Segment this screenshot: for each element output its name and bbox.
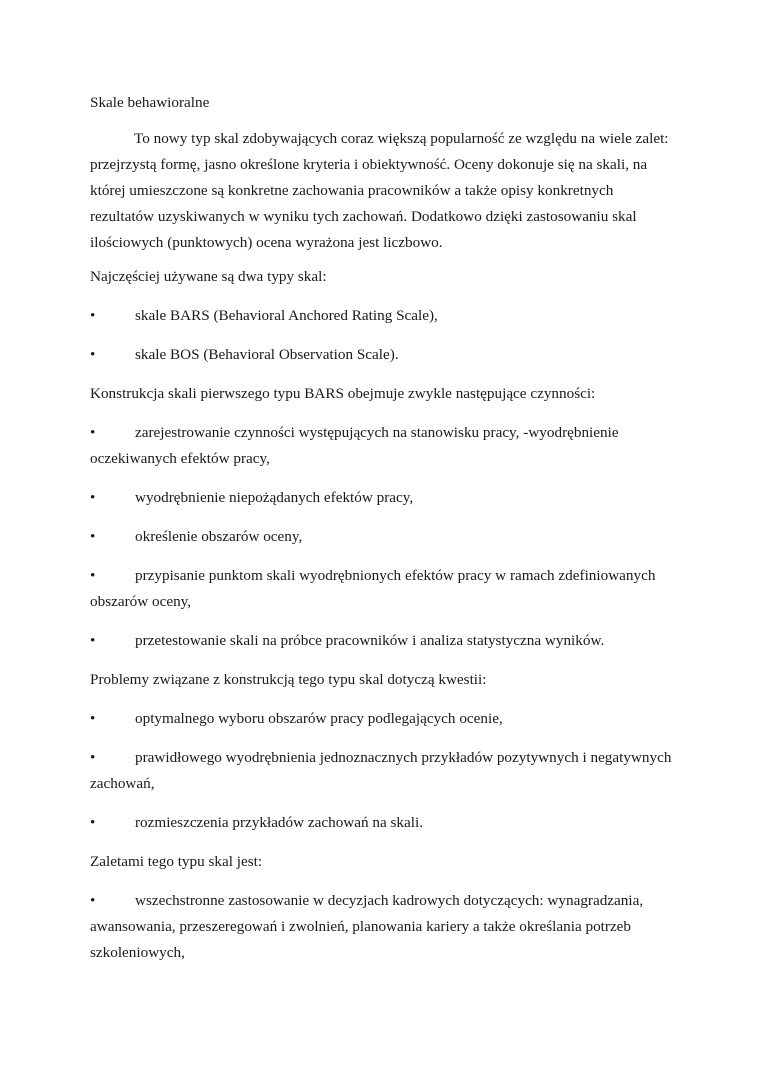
list-item-text: przetestowanie skali na próbce pracowników i analiza statystyczna wyników. (135, 632, 605, 649)
list-item-text: zarejestrowanie czynności występujących na stanowisku pracy, -wyodrębnienie oczekiwanych efektów pracy, (90, 424, 619, 467)
list-item (90, 745, 672, 797)
bullet-marker: • (90, 710, 96, 727)
list-item (90, 303, 672, 329)
list-item (90, 888, 672, 966)
list-item-text: przypisanie punktom skali wyodrębnionych efektów pracy w ramach zdefiniowanych obszarów oceny, (90, 567, 656, 610)
list-item (90, 706, 672, 732)
types-intro: Najczęściej używane są dwa typy skal: (90, 268, 327, 285)
list-item (90, 524, 672, 550)
list-item-text: wszechstronne zastosowanie w decyzjach kadrowych dotyczących: wynagradzania, awansowania, przeszeregowań i zwolnień, planowania kariery a także określania potrzeb szkoleniowych, (90, 892, 644, 961)
bullet-marker: • (90, 567, 96, 584)
document-title: Skale behawioralne (90, 94, 210, 111)
bullet-marker: • (90, 632, 96, 649)
list-item-text: optymalnego wyboru obszarów pracy podlegających ocenie, (135, 710, 503, 727)
list-item-text: określenie obszarów oceny, (135, 528, 303, 545)
bars-intro: Konstrukcja skali pierwszego typu BARS obejmuje zwykle następujące czynności: (90, 385, 596, 402)
list-item-text: skale BARS (Behavioral Anchored Rating Scale), (135, 307, 438, 324)
bullet-marker: • (90, 307, 96, 324)
bullet-marker: • (90, 424, 96, 441)
problems-intro: Problemy związane z konstrukcją tego typu skal dotyczą kwestii: (90, 671, 487, 688)
advantages-intro: Zaletami tego typu skal jest: (90, 853, 263, 870)
bullet-marker: • (90, 749, 96, 766)
bullet-marker: • (90, 528, 96, 545)
list-item (90, 485, 672, 511)
bullet-marker: • (90, 814, 96, 831)
bullet-marker: • (90, 346, 96, 363)
list-item-text: rozmieszczenia przykładów zachowań na skali. (135, 814, 424, 831)
bullet-marker: • (90, 489, 96, 506)
list-item (90, 628, 672, 654)
intro-paragraph: To nowy typ skal zdobywających coraz większą popularność ze względu na wiele zalet: przejrzystą formę, jasno określone kryteria i obiektywność. Oceny dokonuje się na skali, na której umieszczone są konkretne zachowania pracowników a także opisy konkretnych rezultatów uzyskiwanych w wyniku tych zachowań. Dodatkowo dzięki zastosowaniu skal ilościowych (punktowych) ocena wyrażona jest liczbowo. (90, 130, 669, 251)
list-item-text: skale BOS (Behavioral Observation Scale). (135, 346, 399, 363)
document-page (90, 90, 672, 979)
list-item (90, 342, 672, 368)
list-item (90, 810, 672, 836)
list-item-text: wyodrębnienie niepożądanych efektów pracy, (135, 489, 414, 506)
list-item-text: prawidłowego wyodrębnienia jednoznacznych przykładów pozytywnych i negatywnych zachowań, (90, 749, 672, 792)
list-item (90, 563, 672, 615)
list-item (90, 420, 672, 472)
bullet-marker: • (90, 892, 96, 909)
